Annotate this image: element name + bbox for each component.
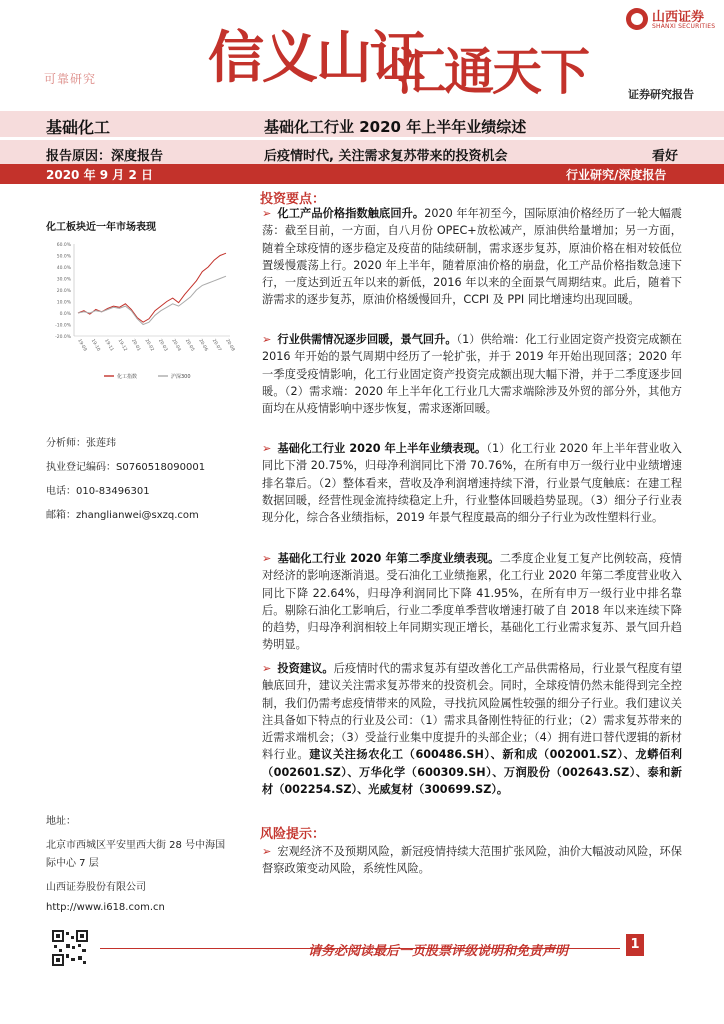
- report-subtitle: 后疫情时代, 关注需求复苏带来的投资机会: [264, 149, 508, 164]
- x-tick-label: 19-12: [116, 338, 128, 353]
- x-tick-label: 20-07: [210, 338, 222, 353]
- paragraph-supply-demand: [262, 331, 682, 417]
- slogan-part-2: 汇通天下: [396, 42, 588, 101]
- bullet-icon: ➢: [262, 845, 272, 858]
- page-number: 1: [626, 934, 644, 956]
- market-performance-chart: [44, 236, 240, 384]
- y-tick-label: 60.0%: [56, 243, 71, 248]
- watermark-text: 可靠研究: [44, 72, 97, 86]
- paragraph-price-index: [262, 205, 682, 309]
- paragraph-h1-performance: [262, 440, 682, 526]
- logo-english: SHANXI SECURITIES: [652, 23, 716, 30]
- slogan-part-1: 信义山证: [208, 25, 424, 91]
- y-tick-label: 10.0%: [56, 300, 71, 306]
- y-tick-label: 30.0%: [56, 277, 71, 283]
- paragraph-text: 2020 年年初至今，国际原油价格经历了一轮大幅震荡：截至目前，一方面，自八月份 OPEC+放松减产，原油供给量增加；另一方面，随着全球疫情的逐步稳定及疫苗的陆续研制，需求逐步复苏，原油价格在相对较低位置缓慢震荡上行。2020 年上半年，随着原油价格的崩盘，化工产品价格指数急速下行，一度达到近五年以来的新低，2016 年以来的全面景气周期结束。此后，随着下游需求的逐步复苏，原油价格缓慢回升，CCPI 及 PPI 同比增速均出现回暖。: [262, 207, 682, 307]
- paragraph-lead: 基础化工行业 2020 年上半年业绩表现。: [277, 442, 487, 455]
- legend-label: 化工指数: [117, 374, 138, 380]
- legend-label: 沪深300: [171, 374, 191, 380]
- y-tick-label: 40.0%: [56, 266, 71, 271]
- logo-name: 山西证券: [652, 10, 705, 25]
- x-tick-label: 20-08: [224, 338, 236, 353]
- qr-code-icon: [52, 930, 88, 966]
- paragraph-investment-advice: [262, 660, 682, 798]
- recommended-stocks: 建议关注扬农化工（600486.SH）、新和成（002001.SZ）、龙蟒佰利（002601.SZ）、万华化学（600309.SH）、万润股份（002643.SZ）、泰和新材（002254.SZ）、光威复材（300699.SZ）。: [262, 748, 682, 797]
- report-date: 2020 年 9 月 2 日: [46, 168, 153, 182]
- company-name: 山西证券股份有限公司: [46, 882, 146, 893]
- report-category: 行业研究/深度报告: [566, 168, 667, 182]
- y-tick-label: 0.0%: [59, 312, 71, 317]
- y-tick-label: 20.0%: [56, 289, 71, 294]
- x-tick-label: 19-09: [76, 338, 88, 353]
- analyst-phone: 电话：010-83496301: [46, 486, 150, 497]
- y-tick-label: -10.0%: [55, 323, 71, 329]
- footer-disclaimer: 请务必阅读最后一页股票评级说明和免责声明: [308, 944, 569, 959]
- sector-name: 基础化工: [46, 118, 111, 137]
- x-tick-label: 20-01: [130, 338, 141, 353]
- paragraph-q2-performance: [262, 550, 682, 654]
- x-tick-label: 20-02: [143, 338, 155, 353]
- x-tick-label: 20-04: [170, 338, 182, 353]
- x-tick-label: 20-06: [197, 338, 209, 353]
- paragraph-lead: 化工产品价格指数触底回升。: [277, 207, 425, 220]
- bullet-icon: ➢: [262, 552, 272, 565]
- bullet-icon: ➢: [262, 662, 272, 675]
- paragraph-lead: 投资建议。: [277, 662, 334, 675]
- address-line-1: 北京市西城区平安里西大街 28 号中海国: [46, 840, 226, 851]
- paragraph-lead: 行业供需情况逐步回暖，景气回升。: [277, 333, 457, 346]
- bullet-icon: ➢: [262, 442, 272, 455]
- x-tick-label: 20-03: [156, 338, 168, 353]
- x-tick-label: 20-05: [183, 338, 195, 353]
- address-label: 地址：: [46, 816, 76, 827]
- paragraph-text: 宏观经济不及预期风险，新冠疫情持续大范围扩张风险，油价大幅波动风险，环保督察政策变动风险，系统性风险。: [262, 845, 682, 876]
- logo-mark-icon: [626, 8, 648, 30]
- report-reason: 报告原因：深度报告: [46, 149, 164, 164]
- y-tick-label: 50.0%: [56, 254, 71, 260]
- paragraph-text: （1）化工行业 2020 年上半年营业收入同比下滑 20.75%，归母净利润同比下滑 70.76%，在所有申万一级行业中业绩增速排名靠后。（2）整体看来，营收及净利润增速持续下滑，行业景气度触底：在建工程数据回暖，经营性现金流持续稳定上升，行业整体回暖趋势显现。（3）细分子行业表现分化，综合各业绩指标，2019 年景气程度最高的细分子行业为改性塑料行业。: [262, 442, 682, 525]
- paragraph-text: 二季度企业复工复产比例较高，疫情对经济的影响逐渐消退。受石油化工业绩拖累，化工行业 2020 年第二季度营业收入同比下降 22.64%，归母净利润同比下降 41.95%，在所有申万一级行业中排名靠后。剔除石油化工影响后，行业二季度单季营收增速打破了自 2018 年以来连续下降的趋势，归母净利润相较上年同期实现正增长，基础化工行业需求复苏、景气回升趋势明显。: [262, 552, 682, 652]
- paragraph-risks: [262, 843, 682, 878]
- analyst-license: 执业登记编码：S0760518090001: [46, 462, 206, 473]
- paragraph-lead: 基础化工行业 2020 年第二季度业绩表现。: [277, 552, 500, 565]
- y-tick-label: -20.0%: [55, 335, 71, 340]
- analyst-email[interactable]: 邮箱：zhanglianwei@sxzq.com: [46, 510, 199, 521]
- report-type: 证券研究报告: [628, 88, 694, 101]
- company-website[interactable]: http://www.i618.com.cn: [46, 902, 165, 913]
- company-logo: [626, 6, 720, 36]
- key-points-heading: 投资要点：: [260, 192, 326, 207]
- bullet-icon: ➢: [262, 207, 272, 220]
- analyst-name: 分析师：张莲玮: [46, 438, 116, 449]
- report-title: 基础化工行业 2020 年上半年业绩综述: [264, 118, 527, 136]
- address-line-2: 际中心 7 层: [46, 858, 99, 869]
- x-tick-label: 19-10: [89, 338, 101, 353]
- bullet-icon: ➢: [262, 333, 272, 346]
- paragraph-text: （1）供给端：化工行业固定资产投资完成额在 2016 年开始的景气周期中经历了一轮扩张，并于 2019 年开始出现回落；2020 年一季度受疫情影响，化工行业固定资产投资完成额出现大幅下滑，并于二季度逐步回暖。（2）需求端：2020 年上半年化工行业几大需求端除涉及外贸的部分外，其他方面均在从疫情影响中逐步恢复，需求逐渐回暖。: [262, 333, 682, 416]
- risk-heading: 风险提示：: [260, 827, 326, 842]
- chart-title: 化工板块近一年市场表现: [46, 222, 156, 233]
- paragraph-text: 后疫情时代的需求复苏有望改善化工产品供需格局，行业景气程度有望触底回升，建议关注需求复苏带来的投资机会。同时，全球疫情仍然未能得到完全控制，我们仍需考虑疫情带来的风险，寻找抗风险属性较强的细分子行业。我们建议关注具备如下特点的行业及公司：（1）需求具备刚性特征的行业；（2）需求复苏带来的近需求端机会；（3）受益行业集中度提升的头部企业；（4）拥有进口替代逻辑的新材料行业。: [262, 662, 682, 762]
- x-tick-label: 19-11: [103, 338, 115, 353]
- rating: 看好: [652, 149, 679, 164]
- series-line-2: [78, 276, 226, 324]
